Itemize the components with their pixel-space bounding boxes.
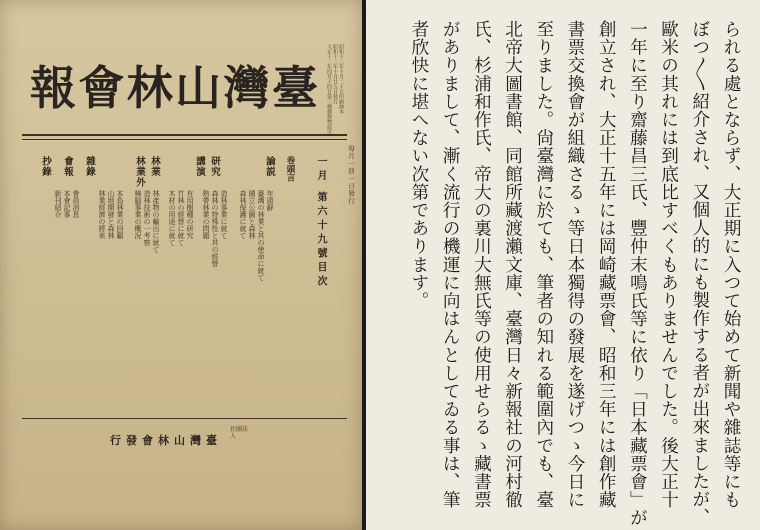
- toc-column: [201, 190, 228, 410]
- toc-head: 抄錄: [40, 156, 51, 177]
- toc-entry: 林產物の輸出に就て: [152, 190, 160, 253]
- text-line: 至りました。尙臺灣に於ても、筆者の知れる範圍內でも、臺: [533, 20, 554, 509]
- text-line: 氏、杉浦和作氏、帝大の裏川大無氏等の使用せらるゝ藏書票: [471, 20, 492, 509]
- cover-title: [30, 50, 320, 120]
- toc-head: 論説: [264, 156, 275, 177]
- title-rule-thin: [22, 139, 347, 140]
- text-page: [366, 0, 760, 530]
- text-line: 一年に至り齋藤昌三氏、豐仲末鳴氏等に依り「日本藏票會」が: [627, 20, 648, 527]
- bottom-rule: [22, 418, 347, 419]
- pub-info-line: 昭和十三年十月廿五日發行: [332, 44, 338, 104]
- toc-entry: 本會記事: [63, 190, 71, 218]
- toc-head: 林業外: [134, 156, 145, 188]
- text-line: られる處とならず、大正期に入つて始めて新聞や雜誌等にも: [721, 20, 741, 509]
- title-char: 灣: [223, 61, 272, 115]
- title-char: 報: [30, 61, 78, 115]
- toc-column: [53, 190, 80, 410]
- toc-entry: 熱帶林業の問題: [202, 190, 210, 239]
- toc-head: 雜錄: [84, 156, 95, 177]
- text-line: 創立され、大正十五年には岡崎藏票會、昭和三年には創作藏: [596, 20, 617, 509]
- toc-entry: 臺灣の林業と其の使命に就て: [257, 190, 265, 281]
- pub-info-line: 昭和十三年十月二十日印刷納本: [338, 44, 344, 114]
- toc-head: 研究: [209, 156, 220, 177]
- title-char: 臺: [271, 61, 320, 115]
- toc-column: [133, 190, 160, 410]
- title-char: 林: [126, 61, 175, 115]
- toc-entry: 造林事業に就て: [220, 190, 228, 239]
- toc-entry: 木材の用途に就て: [168, 190, 176, 246]
- toc-head: 會報: [62, 156, 73, 177]
- text-line: 者欣快に堪へない次第であります。: [408, 20, 429, 310]
- magazine-cover: [0, 0, 362, 530]
- toc-entry: 有用樹種の研究: [186, 190, 194, 239]
- toc-entry: 造林技術の一考察: [143, 190, 151, 246]
- issue-label: 一月 第六十九號目次: [315, 156, 326, 290]
- toc-entry: 年頭辭: [266, 190, 274, 211]
- body-text: [403, 20, 746, 527]
- date-strip: 每月一回一日發行: [347, 145, 355, 205]
- toc-column: [167, 190, 194, 410]
- toc-entry: 森林保護に就て: [239, 190, 247, 239]
- publisher-prefix: 社團法人: [230, 426, 249, 440]
- toc-entry: 本島林業の回顧: [116, 190, 124, 239]
- issue-category: 巻頭言: [285, 156, 295, 182]
- title-char: 會: [78, 61, 127, 115]
- toc-entry: 新刊紹介: [54, 190, 62, 218]
- toc-entry: 會員消息: [72, 190, 80, 218]
- title-char: 山: [175, 61, 224, 115]
- pub-info-line: 大正十二年四月十四日第三種郵便物認可: [326, 44, 332, 134]
- text-line: がありまして、漸く流行の機運に向はんとしてゐる事は、筆: [440, 20, 461, 509]
- title-rule: [22, 134, 347, 136]
- toc-entry: 國立公園と森林: [248, 190, 256, 239]
- publisher-name: 行發會林山灣臺: [110, 434, 222, 447]
- toc-column: [238, 190, 274, 410]
- text-line: 歐米の其れには到底比すべくもありませんでした。後大正十: [658, 20, 679, 509]
- toc-entry: 山地開發と森林: [107, 190, 115, 239]
- table-of-contents: [26, 150, 336, 415]
- toc-entry: 林業經濟の將來: [98, 190, 106, 239]
- toc-head: 講演: [194, 156, 205, 177]
- toc-head: 林業: [149, 156, 160, 177]
- toc-entry: 竹林の經營に就て: [177, 190, 185, 246]
- text-line: 書票交換會が組織さるゝ等日本獨得の發展を遂げつゝ今日に: [564, 20, 585, 509]
- toc-entry: 樟腦事業の概況: [134, 190, 142, 239]
- toc-column: [97, 190, 124, 410]
- text-line: 北帝大圖書館、同館所藏渡瀨文庫、臺灣日々新報社の河村徹: [502, 20, 523, 509]
- toc-entry: 森林の特殊性と其の經營: [211, 190, 219, 267]
- text-line: ぼつ〱紹介され、又個人的にも製作する者が出來ましたが、: [689, 20, 710, 527]
